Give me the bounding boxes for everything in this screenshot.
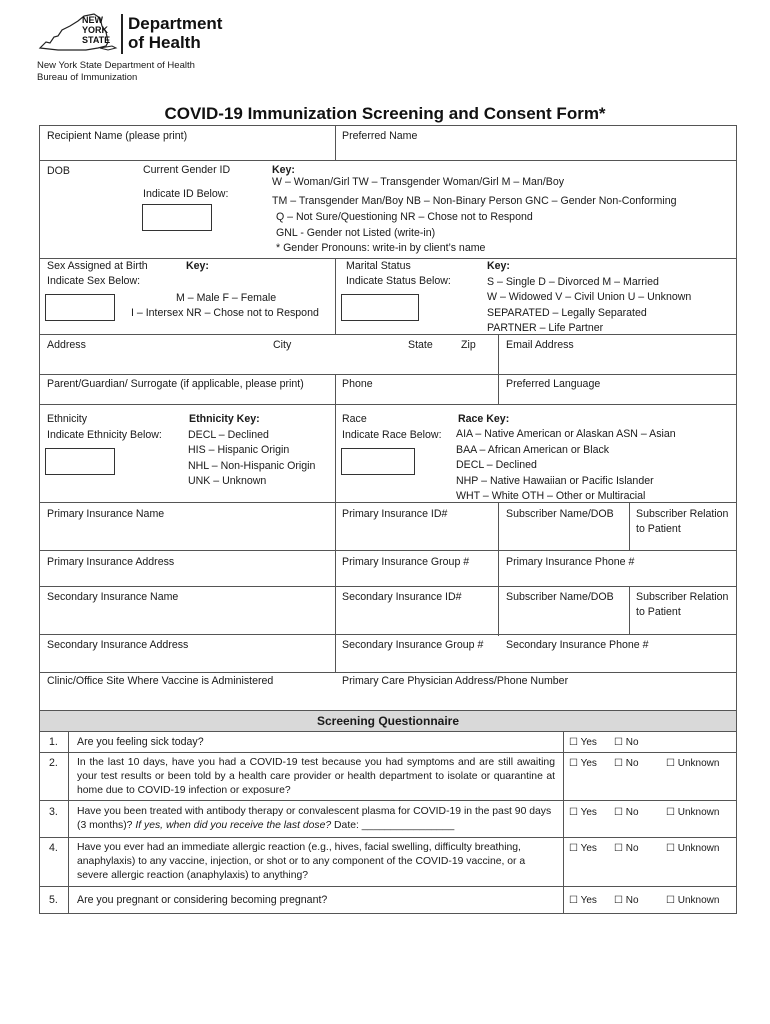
question-number: 4. <box>49 842 58 854</box>
question-number: 1. <box>49 736 58 748</box>
indicate-id-label: Indicate ID Below: <box>143 188 229 200</box>
preferred-name-field[interactable]: Preferred Name <box>342 130 418 142</box>
current-gender-label: Current Gender ID <box>143 164 231 176</box>
sex-input-box[interactable] <box>45 294 115 321</box>
address-field[interactable]: Address <box>47 339 86 351</box>
marital-key-label: Key: <box>487 260 510 272</box>
no-checkbox[interactable]: ☐ No <box>614 895 639 906</box>
dept-of-health-wordmark: Department of Health <box>128 14 223 52</box>
clinic-site-field[interactable]: Clinic/Office Site Where Vaccine is Administered <box>47 675 274 687</box>
yes-checkbox[interactable]: ☐ Yes <box>569 737 597 748</box>
indicate-race-label: Indicate Race Below: <box>342 429 442 441</box>
question-number: 5. <box>49 894 58 906</box>
ethnicity-key-title: Ethnicity Key: <box>189 413 260 425</box>
yes-checkbox[interactable]: ☐ Yes <box>569 758 597 769</box>
indicate-sex-label: Indicate Sex Below: <box>47 275 141 287</box>
secondary-insurance-phone-field[interactable]: Secondary Insurance Phone # <box>506 639 649 651</box>
yes-checkbox[interactable]: ☐ Yes <box>569 843 597 854</box>
yes-checkbox[interactable]: ☐ Yes <box>569 895 597 906</box>
gender-id-input-box[interactable] <box>142 204 212 231</box>
ethnicity-input-box[interactable] <box>45 448 115 475</box>
no-checkbox[interactable]: ☐ No <box>614 807 639 818</box>
recipient-name-field[interactable]: Recipient Name (please print) <box>47 130 188 142</box>
logo-divider <box>121 14 123 54</box>
state-field[interactable]: State <box>408 339 433 351</box>
race-input-box[interactable] <box>341 448 415 475</box>
no-checkbox[interactable]: ☐ No <box>614 758 639 769</box>
dob-field[interactable]: DOB <box>47 165 70 177</box>
guardian-field[interactable]: Parent/Guardian/ Surrogate (if applicable, please print) <box>47 378 304 390</box>
yes-checkbox[interactable]: ☐ Yes <box>569 807 597 818</box>
preferred-language-field[interactable]: Preferred Language <box>506 378 601 390</box>
secondary-insurance-group-field[interactable]: Secondary Insurance Group # <box>342 639 484 651</box>
secondary-insurance-id-field[interactable]: Secondary Insurance ID# <box>342 591 462 603</box>
question-number: 2. <box>49 757 58 769</box>
form-title: COVID-19 Immunization Screening and Consent Form* <box>164 104 606 123</box>
primary-subscriber-name-dob-field[interactable]: Subscriber Name/DOB <box>506 508 614 520</box>
secondary-subscriber-name-dob-field[interactable]: Subscriber Name/DOB <box>506 591 614 603</box>
no-checkbox[interactable]: ☐ No <box>614 737 639 748</box>
primary-insurance-name-field[interactable]: Primary Insurance Name <box>47 508 165 520</box>
indicate-status-label: Indicate Status Below: <box>346 275 451 287</box>
unknown-checkbox[interactable]: ☐ Unknown <box>666 843 720 854</box>
question-followup: If yes, when did you receive the last dose? <box>135 820 332 831</box>
date-blank[interactable]: Date: ________________ <box>334 820 455 831</box>
organization-name: New York State Department of Health Bureau of Immunization <box>37 60 195 83</box>
unknown-checkbox[interactable]: ☐ Unknown <box>666 895 720 906</box>
question-number: 3. <box>49 806 58 818</box>
primary-insurance-id-field[interactable]: Primary Insurance ID# <box>342 508 448 520</box>
primary-insurance-address-field[interactable]: Primary Insurance Address <box>47 556 175 568</box>
primary-insurance-group-field[interactable]: Primary Insurance Group # <box>342 556 470 568</box>
unknown-checkbox[interactable]: ☐ Unknown <box>666 758 720 769</box>
race-key-title: Race Key: <box>458 413 510 425</box>
ethnicity-label: Ethnicity <box>47 413 88 425</box>
zip-field[interactable]: Zip <box>461 339 476 351</box>
marital-status-label: Marital Status <box>346 260 411 272</box>
question-text: Have you ever had an immediate allergic reaction (e.g., hives, facial swelling, difficulty breathing, anaphylaxis) to any vaccine, injection, or shot or to any component of the COVID-19 vaccine, or a severe allergic reaction (anaphylaxis) to anything? <box>77 842 526 881</box>
city-field[interactable]: City <box>273 339 292 351</box>
question-text: Are you feeling sick today? <box>77 736 204 748</box>
sex-key-label: Key: <box>186 260 209 272</box>
pcp-field[interactable]: Primary Care Physician Address/Phone Number <box>342 675 569 687</box>
marital-status-input-box[interactable] <box>341 294 419 321</box>
secondary-insurance-address-field[interactable]: Secondary Insurance Address <box>47 639 189 651</box>
ny-state-wordmark: NEW YORK STATE <box>82 15 111 45</box>
sex-key-line2: I – Intersex NR – Chose not to Respond <box>131 307 319 319</box>
indicate-ethnicity-label: Indicate Ethnicity Below: <box>47 429 162 441</box>
primary-insurance-phone-field[interactable]: Primary Insurance Phone # <box>506 556 635 568</box>
screening-questionnaire-heading: Screening Questionnaire <box>39 710 737 732</box>
secondary-insurance-name-field[interactable]: Secondary Insurance Name <box>47 591 179 603</box>
sex-assigned-label: Sex Assigned at Birth <box>47 260 148 272</box>
gender-key-label: Key: <box>272 164 295 176</box>
sex-key-line1: M – Male F – Female <box>176 292 277 304</box>
question-text: In the last 10 days, have you had a COVID-19 test because you had symptoms and are still awaiting your test results or been told by a health care provider or health department to isolate or quarantine at home due to COVID-19 infection or exposure? <box>77 757 555 796</box>
unknown-checkbox[interactable]: ☐ Unknown <box>666 807 720 818</box>
race-label: Race <box>342 413 367 425</box>
question-text: Are you pregnant or considering becoming pregnant? <box>77 894 328 906</box>
email-field[interactable]: Email Address <box>506 339 574 351</box>
phone-field[interactable]: Phone <box>342 378 373 390</box>
question-text: Have you been treated with antibody therapy or convalescent plasma for COVID-19 in the past 90 days (3 months)? If yes, when did you receive the last dose? Date: ________________ <box>77 806 552 831</box>
no-checkbox[interactable]: ☐ No <box>614 843 639 854</box>
